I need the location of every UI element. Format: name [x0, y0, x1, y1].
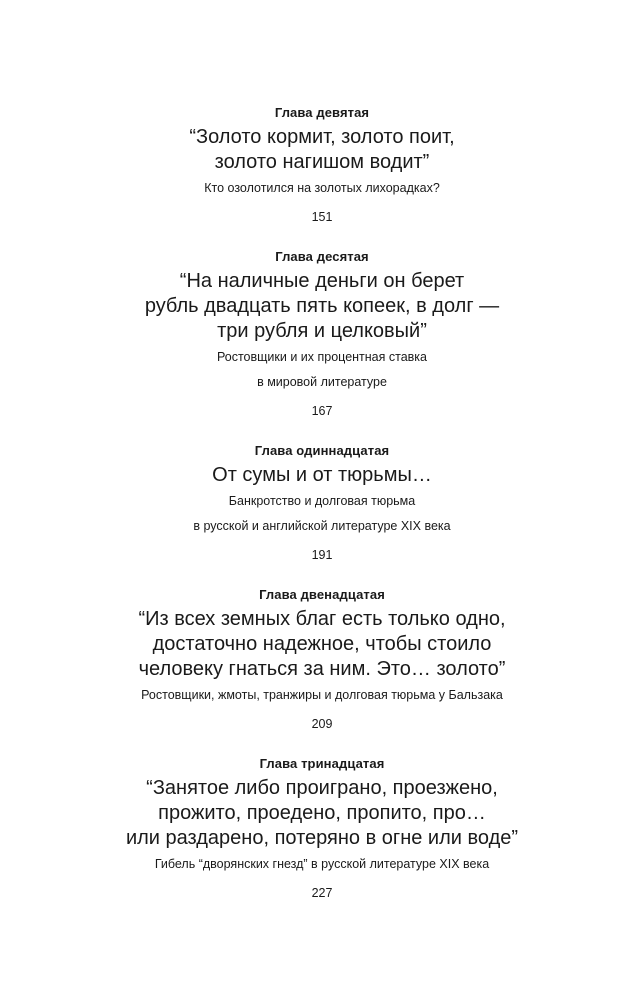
chapter-title-line: рубль двадцать пять копеек, в долг —	[144, 295, 500, 317]
chapter-label: Глава одиннадцатая	[254, 443, 390, 458]
chapter-subtitle	[0, 683, 644, 708]
chapter-title-line: “На наличные деньги он берет	[179, 270, 465, 292]
chapter-title-line: человеку гнаться за ним. Это… золото”	[138, 658, 506, 680]
chapter-title	[0, 269, 644, 344]
chapter-subtitle-line: в мировой литературе	[257, 375, 387, 389]
chapter-label: Глава девятая	[274, 105, 370, 120]
chapter-subtitle-line: Ростовщики и их процентная ставка	[216, 350, 427, 364]
chapter-subtitle-line: Банкротство и долговая тюрьма	[228, 494, 416, 508]
toc-entry-chapter-13	[0, 755, 644, 902]
chapter-title-line: или раздарено, потеряно в огне или воде”	[125, 827, 519, 849]
chapter-label: Глава десятая	[275, 249, 369, 264]
chapter-title-line: достаточно надежное, чтобы стоило	[152, 633, 492, 655]
chapter-label: Глава тринадцатая	[259, 756, 385, 771]
page-number: 227	[311, 886, 333, 900]
chapter-title-line: От сумы и от тюрьмы…	[212, 464, 432, 486]
chapter-subtitle	[0, 176, 644, 201]
page-number: 151	[311, 210, 333, 224]
chapter-subtitle	[0, 489, 644, 539]
page-number: 191	[311, 548, 333, 562]
chapter-title-line: “Занятое либо проиграно, проезжено,	[146, 777, 498, 799]
chapter-title-line: “Из всех земных благ есть только одно,	[138, 608, 506, 630]
chapter-subtitle-line: Кто озолотился на золотых лихорадках?	[204, 181, 440, 195]
chapter-title	[0, 607, 644, 682]
chapter-subtitle	[0, 852, 644, 877]
chapter-title-line: “Золото кормит, золото поит,	[189, 126, 455, 148]
chapter-title	[0, 125, 644, 175]
toc-entry-chapter-12	[0, 586, 644, 733]
chapter-title-line: золото нагишом водит”	[214, 151, 430, 173]
chapter-title-line: три рубля и целковый”	[217, 320, 427, 342]
chapter-title-line: прожито, проедено, пропито, про…	[158, 802, 486, 824]
page-number: 167	[311, 404, 333, 418]
page-number: 209	[311, 717, 333, 731]
table-of-contents	[0, 104, 644, 924]
chapter-label: Глава двенадцатая	[259, 587, 385, 602]
chapter-title	[0, 776, 644, 851]
chapter-subtitle-line: Ростовщики, жмоты, транжиры и долговая тюрьма у Бальзака	[141, 688, 503, 702]
chapter-title	[0, 463, 644, 488]
toc-entry-chapter-10	[0, 248, 644, 420]
toc-entry-chapter-11	[0, 442, 644, 564]
toc-entry-chapter-9	[0, 104, 644, 226]
chapter-subtitle	[0, 345, 644, 395]
chapter-subtitle-line: в русской и английской литературе XIX века	[193, 519, 451, 533]
chapter-subtitle-line: Гибель “дворянских гнезд” в русской литературе XIX века	[154, 857, 490, 871]
